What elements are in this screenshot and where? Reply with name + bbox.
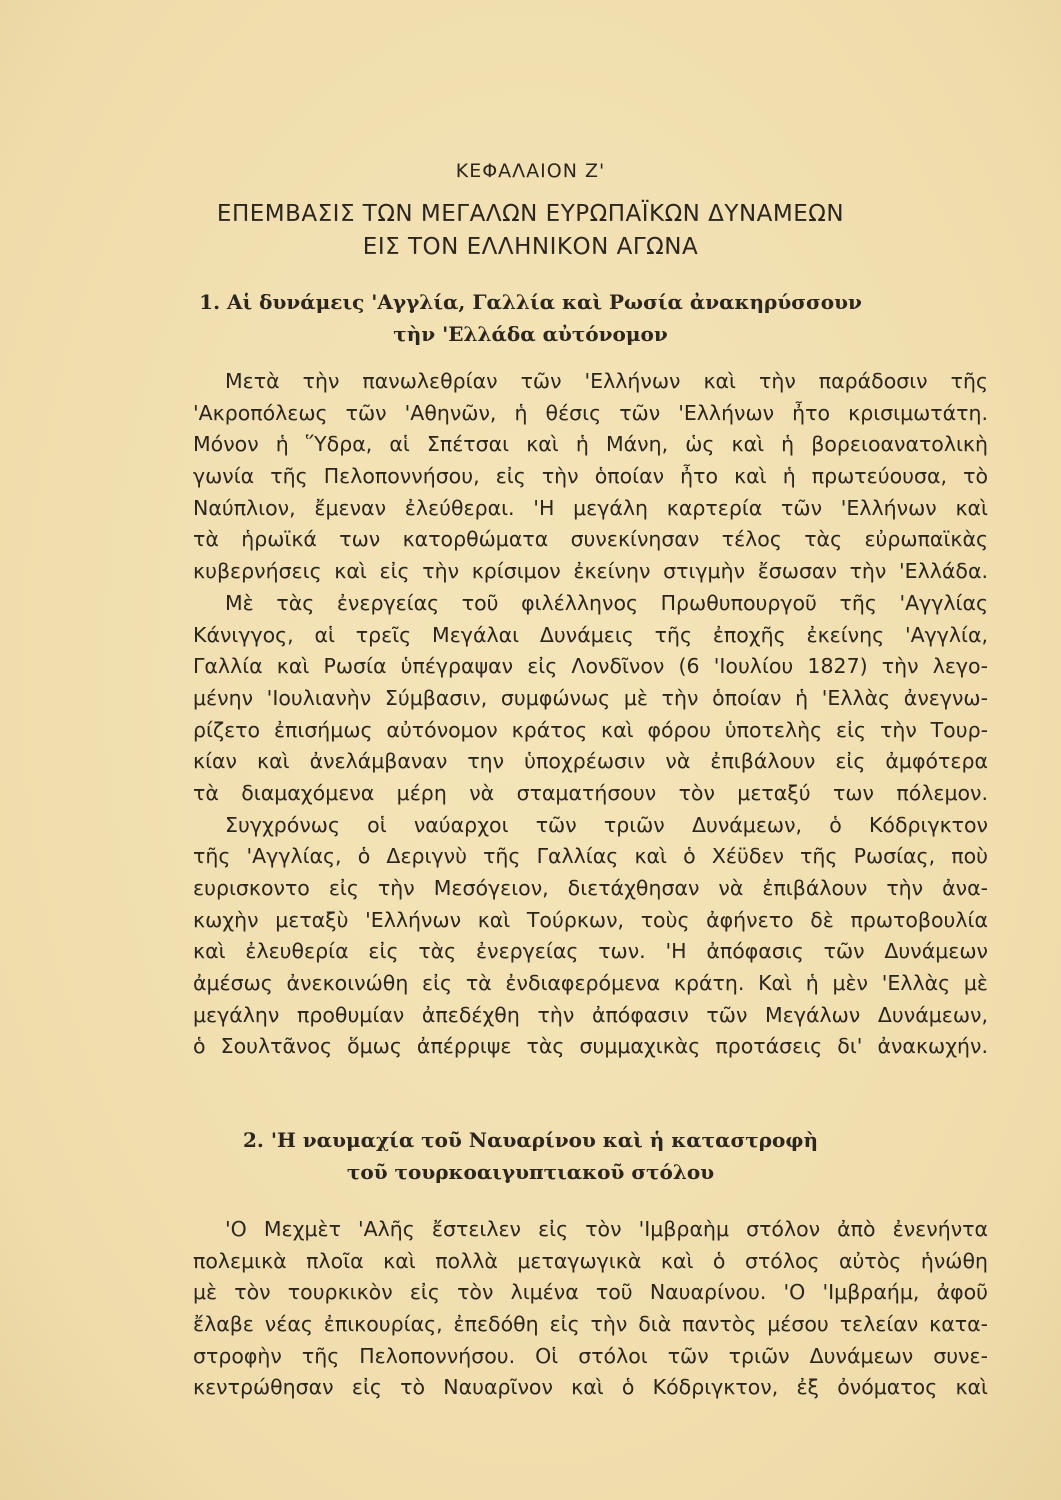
section-1-heading <box>0 286 1061 350</box>
text-line: κωχὴν μεταξὺ 'Ελλήνων καὶ Τούρκων, τοὺς ἀφήνετο δὲ πρωτοβουλία <box>193 907 988 932</box>
text-line: κυβερνήσεις καὶ εἰς τὴν κρίσιμον ἐκείνην στιγμὴν ἔσωσαν τὴν 'Ελλάδα. <box>193 559 988 584</box>
text-line: Ναύπλιον, ἔμεναν ἐλεύθεραι. 'Η μεγάλη καρτερία τῶν 'Ελλήνων καὶ <box>193 495 988 520</box>
text-line: μένην 'Ιουλιανὴν Σύμβασιν, συμφώνως μὲ τὴν ὁποίαν ἡ 'Ελλὰς ἀνεγνω- <box>193 685 988 710</box>
text-line: ρίζετο ἐπισήμως αὐτόνομον κράτος καὶ φόρου ὑποτελὴς εἰς τὴν Τουρ- <box>193 717 988 742</box>
heading-line: τὴν 'Ελλάδα αὐτόνομον <box>393 322 668 346</box>
text-line: Συγχρόνως οἱ ναύαρχοι τῶν τριῶν Δυνάμεων, ὁ Κόδριγκτον <box>225 812 988 837</box>
heading-line: 2. 'Η ναυμαχία τοῦ Ναυαρίνου καὶ ἡ καταστροφὴ <box>242 1128 819 1152</box>
text-line: τὰ διαμαχόμενα μέρη νὰ σταματήσουν τὸν μεταξύ των πόλεμον. <box>193 780 988 805</box>
text-line: 'Ο Μεχμὲτ 'Αλῆς ἔστειλεν εἰς τὸν 'Ιμβραὴμ στόλον ἀπὸ ἐνενήντα <box>225 1217 988 1241</box>
text-line: καὶ ἐλευθερία εἰς τὰς ἐνεργείας των. 'Η ἀπόφασις τῶν Δυνάμεων <box>193 939 988 964</box>
text-line: μεγάλην προθυμίαν ἀπεδέχθη τὴν ἀπόφασιν τῶν Μεγάλων Δυνάμεων, <box>193 1002 988 1027</box>
title-line: ΕΠΕΜΒΑΣΙΣ ΤΩΝ ΜΕΓΑΛΩΝ ΕΥΡΩΠΑΪΚΩΝ ΔΥΝΑΜΕΩΝ <box>216 201 845 227</box>
text-line: τὰ ἡρωϊκά των κατορθώματα συνεκίνησαν τέλος τὰς εὐρωπαϊκὰς <box>193 527 988 552</box>
section-2-body <box>193 1214 988 1404</box>
text-line: κεντρώθησαν εἰς τὸ Ναυαρῖνον καὶ ὁ Κόδριγκτον, ἐξ ὀνόματος καὶ <box>193 1375 988 1400</box>
text-line: κίαν καὶ ἀνελάμβαναν την ὑποχρέωσιν νὰ ἐπιβάλουν εἰς ἀμφότερα <box>193 749 988 774</box>
text-line: στροφὴν τῆς Πελοποννήσου. Οἱ στόλοι τῶν τριῶν Δυνάμεων συνε- <box>193 1343 988 1368</box>
text-line: Κάνιγγος, αἱ τρεῖς Μεγάλαι Δυνάμεις τῆς ἐποχῆς ἐκείνης 'Αγγλία, <box>193 622 988 647</box>
heading-line: 1. Αἱ δυνάμεις 'Αγγλία, Γαλλία καὶ Ρωσία ἀνακηρύσσουν <box>199 290 862 314</box>
text-line: Μετὰ τὴν πανωλεθρίαν τῶν 'Ελλήνων καὶ τὴν παράδοσιν τῆς <box>225 369 988 393</box>
text-line: τῆς 'Αγγλίας, ὁ Δεριγνὺ τῆς Γαλλίας καὶ ὁ Χέϋδεν τῆς Ρωσίας, ποὺ <box>193 844 988 869</box>
text-line: πολεμικὰ πλοῖα καὶ πολλὰ μεταγωγικὰ καὶ ὁ στόλος αὐτὸς ἡνώθη <box>193 1248 988 1273</box>
text-line: ἀμέσως ἀνεκοινώθη εἰς τὰ ἐνδιαφερόμενα κράτη. Καὶ ἡ μὲν 'Ελλὰς μὲ <box>193 971 988 996</box>
text-line: 'Ακροπόλεως τῶν 'Αθηνῶν, ἡ θέσις τῶν 'Ελλήνων ἦτο κρισιμωτάτη. <box>193 400 988 425</box>
text-line: ευρισκοντο εἰς τὴν Μεσόγειον, διετάχθησαν νὰ ἐπιβάλουν τὴν ἀνα- <box>193 876 988 900</box>
text-line: Μὲ τὰς ἐνεργείας τοῦ φιλέλληνος Πρωθυπουργοῦ τῆς 'Αγγλίας <box>225 590 988 615</box>
chapter-label: ΚΕΦΑΛΑΙΟΝ Ζ' <box>455 160 606 182</box>
text-line: ἔλαβε νέας ἐπικουρίας, ἐπεδόθη εἰς τὴν διὰ παντὸς μέσου τελείαν κατα- <box>193 1312 988 1337</box>
section-1-body <box>193 366 988 1063</box>
heading-line: τοῦ τουρκοαιγυπτιακοῦ στόλου <box>346 1160 715 1184</box>
chapter-title <box>0 198 1061 264</box>
section-2-heading <box>0 1124 1061 1188</box>
text-line: Μόνον ἡ Ὕδρα, αἱ Σπέτσαι καὶ ἡ Μάνη, ὡς καὶ ἡ βορειοανατολικὴ <box>193 432 988 457</box>
text-line: ὁ Σουλτᾶνος ὅμως ἀπέρριψε τὰς συμμαχικὰς προτάσεις δι' ἀνακωχήν. <box>193 1034 988 1059</box>
title-line: ΕΙΣ ΤΟΝ ΕΛΛΗΝΙΚΟΝ ΑΓΩΝΑ <box>362 234 699 260</box>
text-line: Γαλλία καὶ Ρωσία ὑπέγραψαν εἰς Λονδῖνον (6 'Ιουλίου 1827) τὴν λεγο- <box>193 654 988 679</box>
text-line: μὲ τὸν τουρκικὸν εἰς τὸν λιμένα τοῦ Ναυαρίνου. 'Ο 'Ιμβραήμ, ἀφοῦ <box>193 1280 988 1305</box>
text-line: γωνία τῆς Πελοποννήσου, εἰς τὴν ὁποίαν ἦτο καὶ ἡ πρωτεύουσα, τὸ <box>193 464 988 489</box>
